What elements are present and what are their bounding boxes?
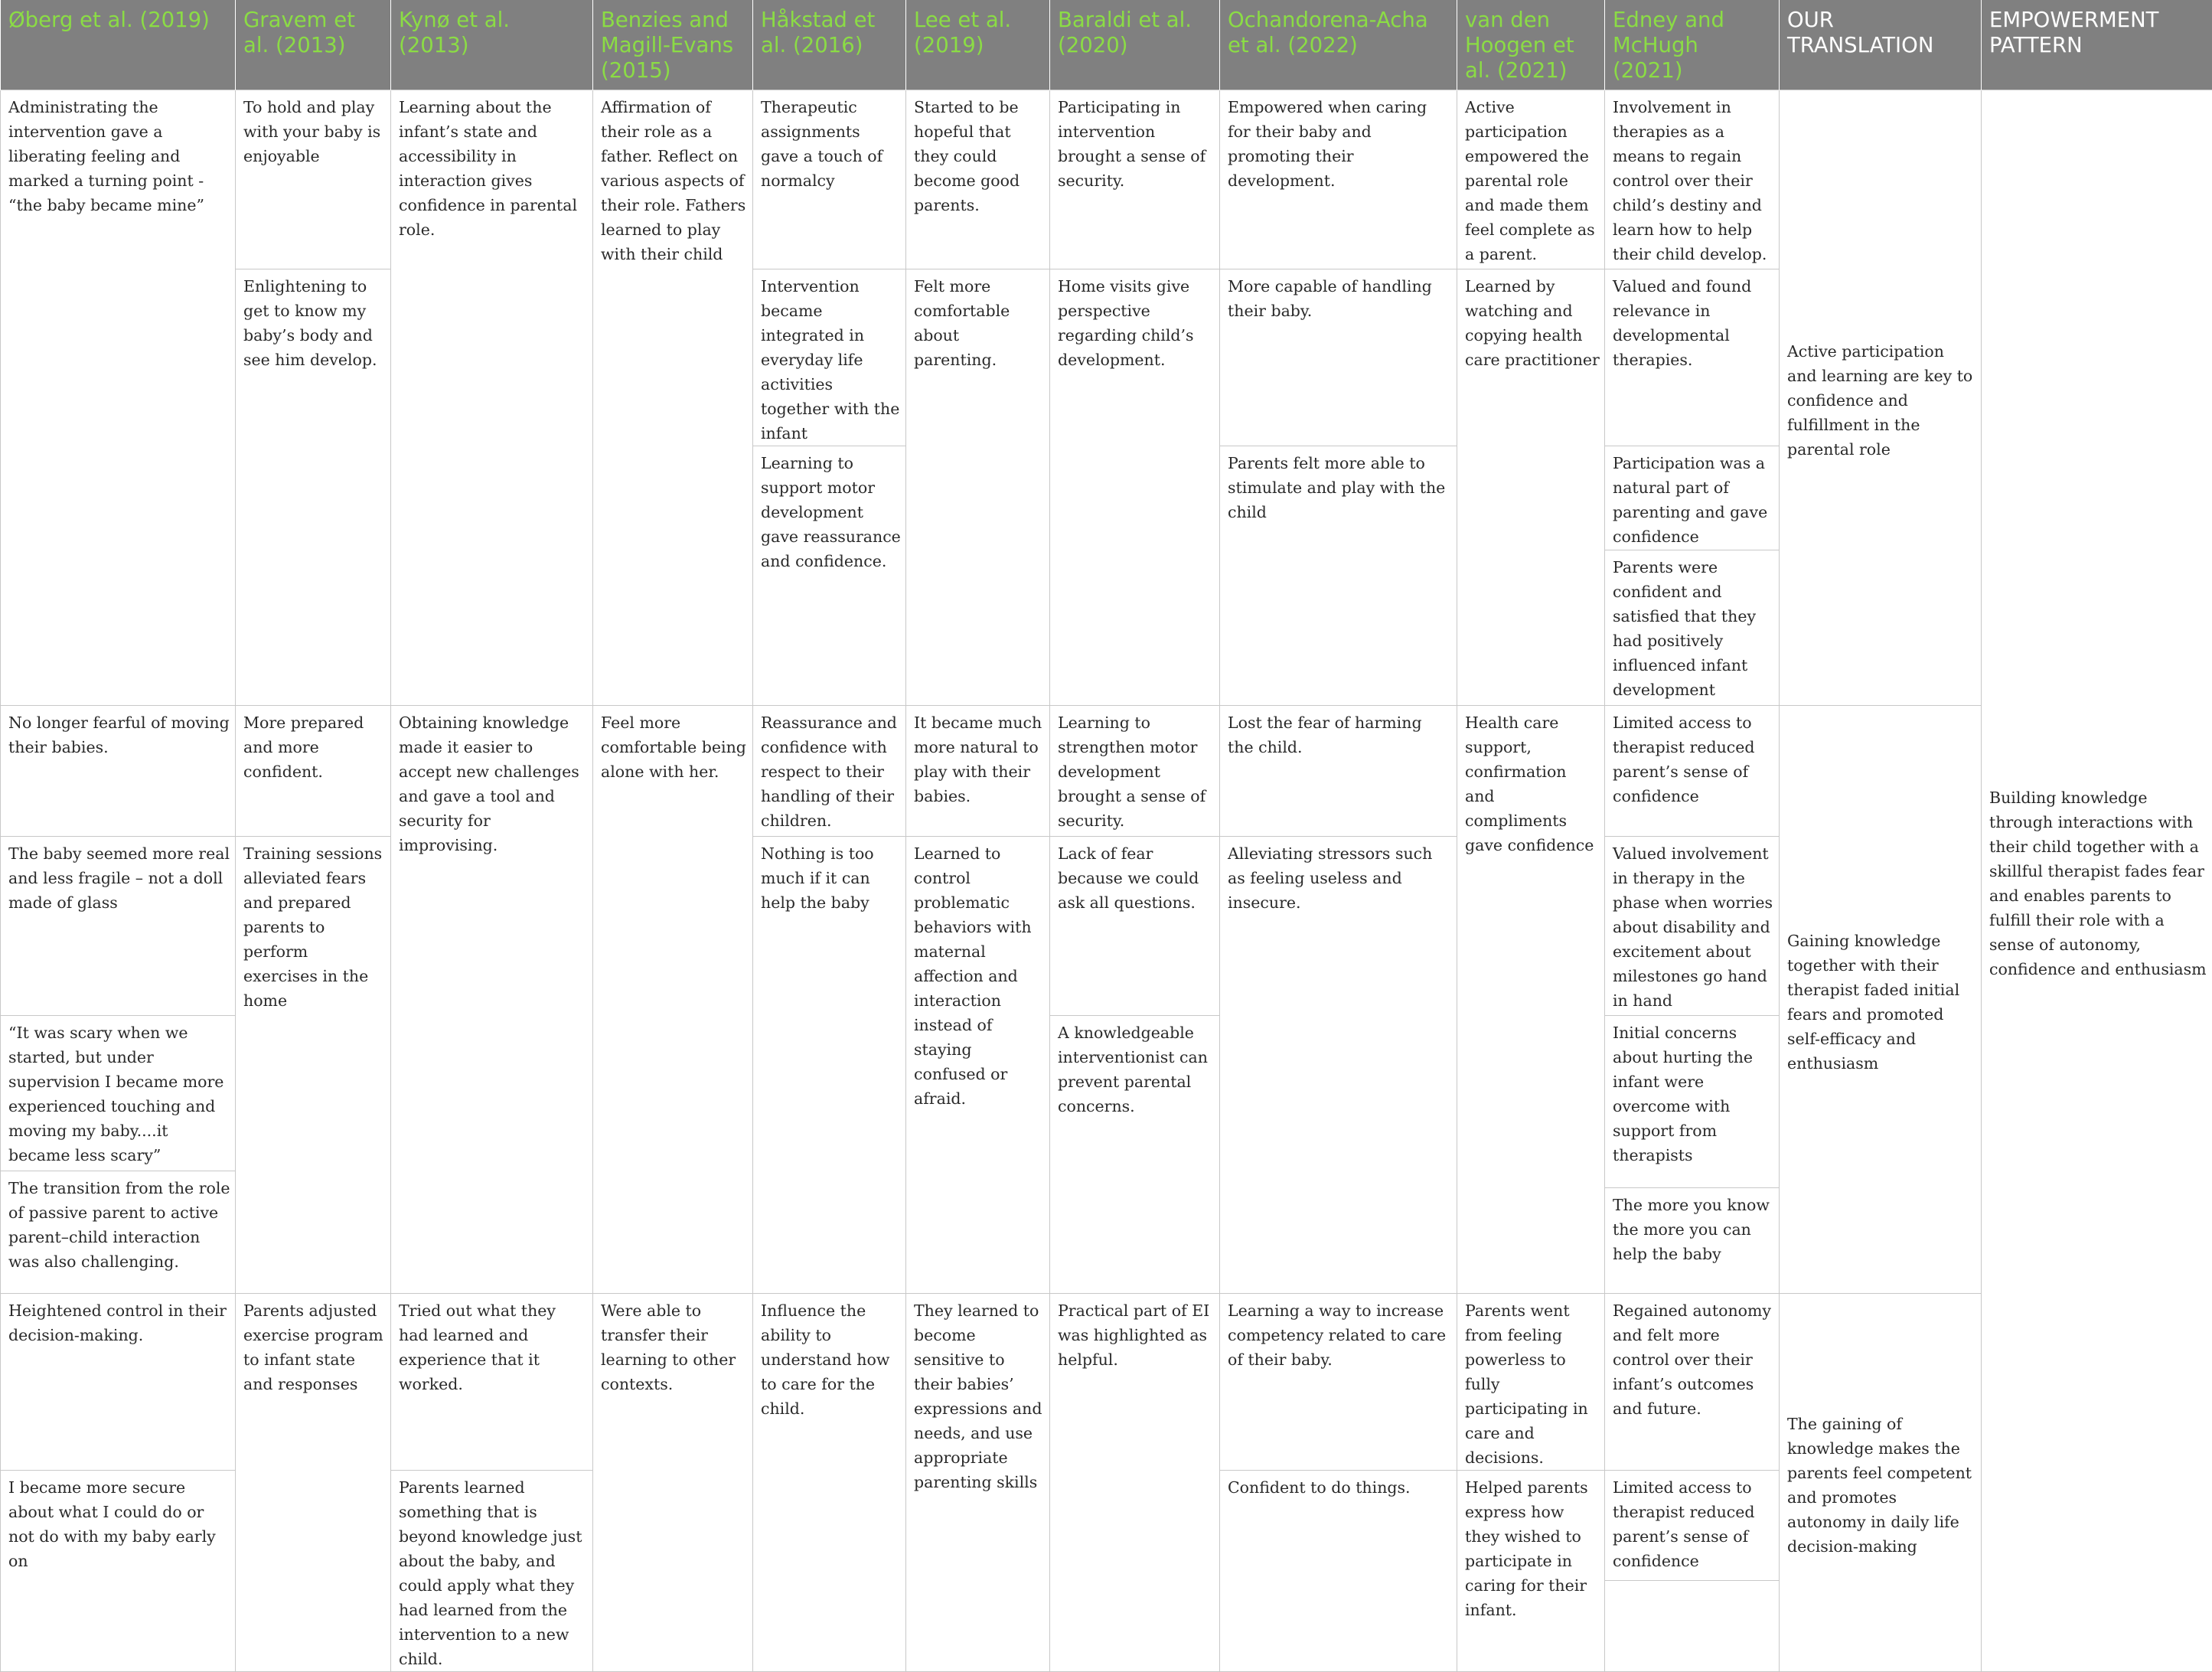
table-cell: The baby seemed more real and less fragile – not a doll made of glass (1, 837, 236, 1016)
table-cell: Empowered when caring for their baby and promoting their development. (1220, 90, 1457, 269)
table-cell: No longer fearful of moving their babies. (1, 706, 236, 837)
table-cell: Nothing is too much if it can help the baby (753, 837, 906, 1294)
table-cell: Initial concerns about hurting the infant were overcome with support from therapists (1605, 1016, 1780, 1188)
table-cell: Limited access to therapist reduced parent’s sense of confidence (1605, 706, 1780, 837)
table-cell: Active participation and learning are key to confidence and fulfillment in the parental role (1780, 90, 1982, 706)
table-row (1, 90, 2212, 269)
table-cell: Parents adjusted exercise program to infant state and responses (236, 1294, 391, 1672)
header-oberg: Øberg et al. (2019) (1, 0, 236, 90)
table-cell: Feel more comfortable being alone with her. (593, 706, 753, 1294)
table-cell: Home visits give perspective regarding child’s development. (1050, 269, 1220, 706)
table-row (1, 1294, 2212, 1471)
table-cell: Learning to strengthen motor development brought a sense of security. (1050, 706, 1220, 837)
table-cell: Valued involvement in therapy in the phase when worries about disability and excitement about milestones go hand in hand (1605, 837, 1780, 1016)
table-cell: Influence the ability to understand how to care for the child. (753, 1294, 906, 1672)
table-cell: Obtaining knowledge made it easier to accept new challenges and gave a tool and security for improvising. (391, 706, 593, 1294)
table-cell: “It was scary when we started, but under supervision I became more experienced touching and moving my baby....it became less scary” (1, 1016, 236, 1171)
table-cell: Reassurance and confidence with respect to their handling of their children. (753, 706, 906, 837)
table-cell: Lost the fear of harming the child. (1220, 706, 1457, 837)
table-cell: Intervention became integrated in everyday life activities together with the infant (753, 269, 906, 446)
table-cell: A knowledgeable interventionist can prevent parental concerns. (1050, 1016, 1220, 1294)
table-cell: Limited access to therapist reduced parent’s sense of confidence (1605, 1471, 1780, 1581)
table-cell: Confident to do things. (1220, 1471, 1457, 1672)
table-cell: Active participation empowered the parental role and made them feel complete as a parent. (1457, 90, 1605, 269)
table-cell: Parents felt more able to stimulate and play with the child (1220, 446, 1457, 706)
table-cell: Involvement in therapies as a means to regain control over their child’s destiny and learn how to help their child develop. (1605, 90, 1780, 269)
table-cell: Building knowledge through interactions with their child together with a skillful therapist fades fear and enables parents to fulfill their role with a sense of autonomy, confidence and enthusiasm (1982, 90, 2212, 1672)
table-cell: It became much more natural to play with their babies. (906, 706, 1050, 837)
table-row (1, 706, 2212, 837)
header-empowerment-pattern: EMPOWERMENT PATTERN (1982, 0, 2212, 90)
table-cell: The transition from the role of passive parent to active parent–child interaction was also challenging. (1, 1171, 236, 1294)
table-cell: Learning about the infant’s state and accessibility in interaction gives confidence in parental role. (391, 90, 593, 706)
table-cell: Gaining knowledge together with their therapist faded initial fears and promoted self-efficacy and enthusiasm (1780, 706, 1982, 1294)
header-hakstad: Håkstad et al. (2016) (753, 0, 906, 90)
table-cell: Participation was a natural part of parenting and gave confidence (1605, 446, 1780, 550)
header-ochandorena: Ochandorena-Acha et al. (2022) (1220, 0, 1457, 90)
table-cell: Regained autonomy and felt more control over their infant’s outcomes and future. (1605, 1294, 1780, 1471)
table-cell: Parents were confident and satisfied that they had positively influenced infant development (1605, 550, 1780, 706)
table-cell: They learned to become sensitive to their babies’ expressions and needs, and use appropriate parenting skills (906, 1294, 1050, 1672)
table-cell: The more you know the more you can help the baby (1605, 1188, 1780, 1294)
table-cell: Felt more comfortable about parenting. (906, 269, 1050, 706)
table-cell (1605, 1580, 1780, 1671)
header-edney: Edney and McHugh (2021) (1605, 0, 1780, 90)
table-cell: Started to be hopeful that they could become good parents. (906, 90, 1050, 269)
table-cell: Participating in intervention brought a sense of security. (1050, 90, 1220, 269)
header-our-translation: OUR TRANSLATION (1780, 0, 1982, 90)
table-cell: Helped parents express how they wished to participate in caring for their infant. (1457, 1471, 1605, 1672)
table-cell: Tried out what they had learned and experience that it worked. (391, 1294, 593, 1471)
header-gravem: Gravem et al. (2013) (236, 0, 391, 90)
table-cell: Health care support, confirmation and compliments gave confidence (1457, 706, 1605, 1294)
table-cell: Heightened control in their decision-making. (1, 1294, 236, 1471)
table-cell: Training sessions alleviated fears and prepared parents to perform exercises in the home (236, 837, 391, 1294)
table-cell: Lack of fear because we could ask all questions. (1050, 837, 1220, 1016)
table-cell: Alleviating stressors such as feeling useless and insecure. (1220, 837, 1457, 1294)
table-cell: Parents learned something that is beyond knowledge just about the baby, and could apply what they had learned from the intervention to a new child. (391, 1471, 593, 1672)
table-cell: Administrating the intervention gave a liberating feeling and marked a turning point - “the baby became mine” (1, 90, 236, 706)
table-cell: I became more secure about what I could do or not do with my baby early on (1, 1471, 236, 1672)
table-cell: Were able to transfer their learning to other contexts. (593, 1294, 753, 1672)
table-cell: Valued and found relevance in developmental therapies. (1605, 269, 1780, 446)
header-lee: Lee et al. (2019) (906, 0, 1050, 90)
table-cell: Learning to support motor development gave reassurance and confidence. (753, 446, 906, 706)
header-row (1, 0, 2212, 90)
header-benzies: Benzies and Magill-Evans (2015) (593, 0, 753, 90)
table-cell: Affirmation of their role as a father. Reflect on various aspects of their role. Fathers learned to play with their child (593, 90, 753, 706)
table-cell: Learned by watching and copying health care practitioner (1457, 269, 1605, 706)
table-cell: Therapeutic assignments gave a touch of normalcy (753, 90, 906, 269)
table-cell: Learning a way to increase competency related to care of their baby. (1220, 1294, 1457, 1471)
header-kyno: Kynø et al. (2013) (391, 0, 593, 90)
table-cell: More prepared and more confident. (236, 706, 391, 837)
table-cell: More capable of handling their baby. (1220, 269, 1457, 446)
table-cell: To hold and play with your baby is enjoyable (236, 90, 391, 269)
table-cell: The gaining of knowledge makes the parents feel competent and promotes autonomy in daily life decision-making (1780, 1294, 1982, 1672)
header-baraldi: Baraldi et al. (2020) (1050, 0, 1220, 90)
table-cell: Practical part of EI was highlighted as helpful. (1050, 1294, 1220, 1672)
table-cell: Parents went from feeling powerless to fully participating in care and decisions. (1457, 1294, 1605, 1471)
header-van-den-hoogen: van den Hoogen et al. (2021) (1457, 0, 1605, 90)
table-cell: Learned to control problematic behaviors with maternal affection and interaction instead of staying confused or afraid. (906, 837, 1050, 1294)
table-cell: Enlightening to get to know my baby’s body and see him develop. (236, 269, 391, 706)
